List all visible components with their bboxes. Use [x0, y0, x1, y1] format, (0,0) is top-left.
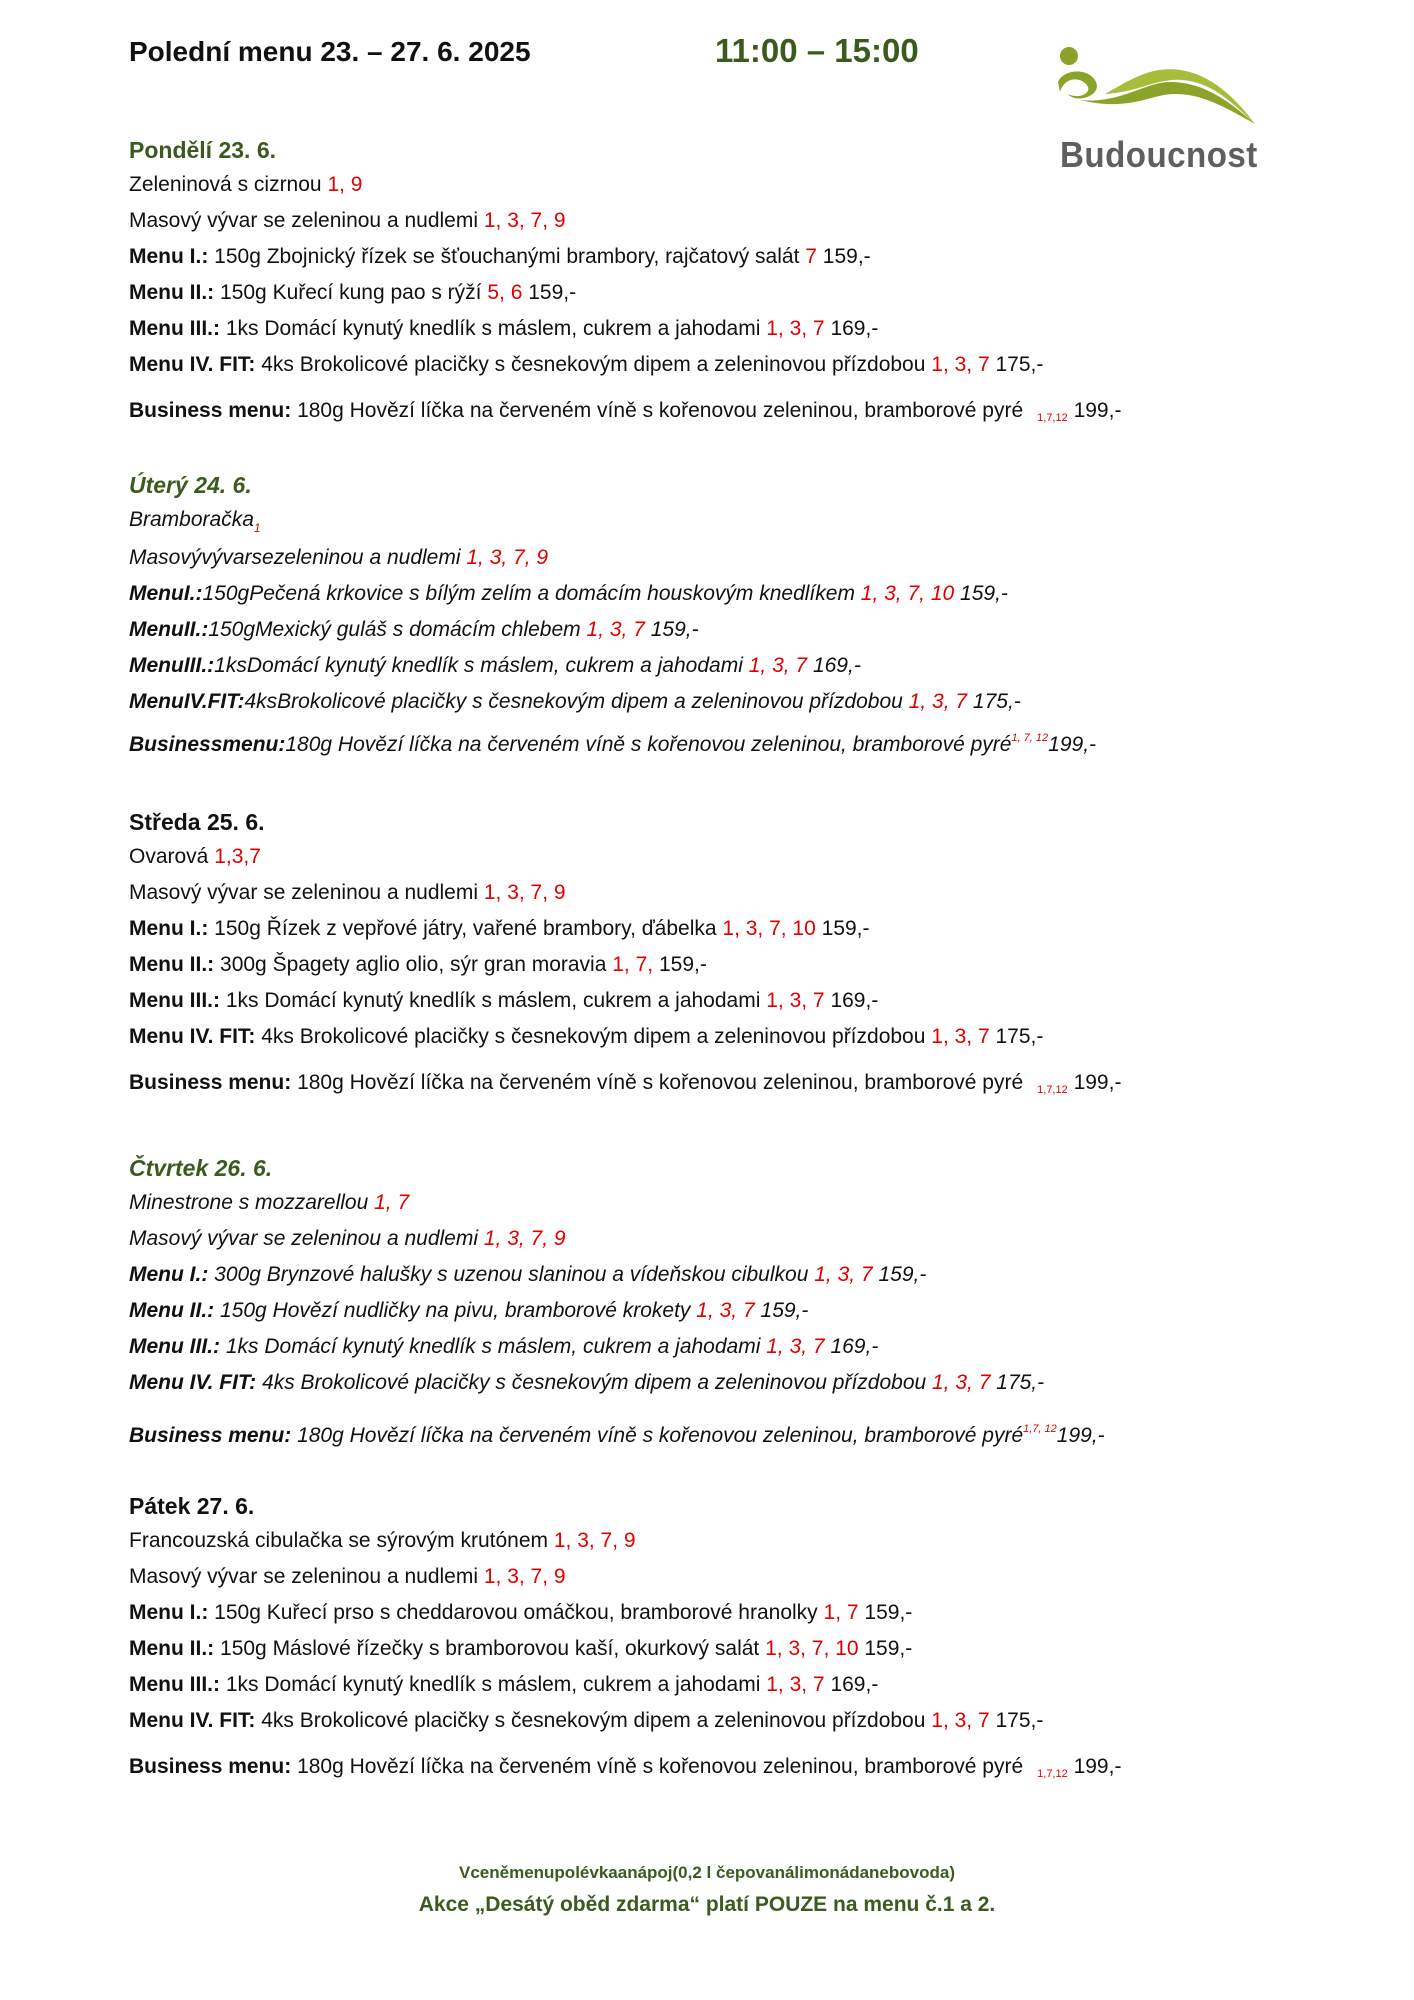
day-title: Pondělí 23. 6.	[129, 137, 276, 163]
day-title: Čtvrtek 26. 6.	[129, 1155, 273, 1181]
menu-2: Menu II.: 150g Kuřecí kung pao s rýží 5, 6 159,-	[129, 281, 577, 304]
menu-1: Menu I.: 300g Brynzové halušky s uzenou slaninou a vídeňskou cibulkou 1, 3, 7 159,-	[129, 1263, 927, 1286]
soup-2: Masový vývar se zeleninou a nudlemi 1, 3, 7, 9	[129, 1565, 566, 1588]
logo-swoosh-icon	[1050, 42, 1260, 142]
menu-3: Menu III.: 1ks Domácí kynutý knedlík s máslem, cukrem a jahodami 1, 3, 7 169,-	[129, 1335, 879, 1358]
menu-3: Menu III.: 1ks Domácí kynutý knedlík s máslem, cukrem a jahodami 1, 3, 7 169,-	[129, 317, 879, 340]
menu-3: MenuIII.:1ksDomácí kynutý knedlík s máslem, cukrem a jahodami 1, 3, 7 169,-	[129, 654, 861, 677]
business-menu: Business menu: 180g Hovězí líčka na červeném víně s kořenovou zeleninou, bramborové pyré $_{1,7,12}$ 199,-	[129, 1071, 1122, 1096]
business-menu: Business menu: 180g Hovězí líčka na červeném víně s kořenovou zeleninou, bramborové pyré $_{1,7,12}$ 199,-	[129, 1755, 1122, 1780]
soup-1: Ovarová 1,3,7	[129, 845, 261, 868]
logo-text: Budoucnost	[1060, 134, 1258, 175]
menu-2: Menu II.: 150g Máslové řízečky s bramborovou kaší, okurkový salát 1, 3, 7, 10 159,-	[129, 1637, 913, 1660]
soup-1: Bramboračka$_1$	[129, 508, 261, 535]
day-title: Pátek 27. 6.	[129, 1493, 255, 1519]
menu-4-fit: Menu IV. FIT: 4ks Brokolicové placičky s česnekovým dipem a zeleninovou přízdobou 1, 3, 7 175,-	[129, 1025, 1044, 1048]
menu-4-fit: MenuIV.FIT:4ksBrokolicové placičky s česnekovým dipem a zeleninovou přízdobou 1, 3, 7 175,-	[129, 690, 1021, 713]
business-menu: Business menu: 180g Hovězí líčka na červeném víně s kořenovou zeleninou, bramborové pyré $_{1,7,12}$ 199,-	[129, 399, 1122, 424]
soup-1: Minestrone s mozzarellou 1, 7	[129, 1191, 410, 1214]
day-wednesday	[129, 805, 1289, 1101]
business-menu: Businessmenu:180g Hovězí líčka na červeném víně s kořenovou zeleninou, bramborové pyré$^{1, 7, 12}$199,-	[129, 732, 1097, 756]
soup-2: Masový vývar se zeleninou a nudlemi 1, 3, 7, 9	[129, 1227, 566, 1250]
footer-promo: Akce „Desátý oběd zdarma“ platí POUZE na menu č.1 a 2.	[418, 1893, 996, 1916]
menu-4-fit: Menu IV. FIT: 4ks Brokolicové placičky s česnekovým dipem a zeleninovou přízdobou 1, 3, 7 175,-	[129, 1709, 1044, 1732]
opening-hours: 11:00 – 15:00	[715, 32, 919, 69]
menu-2: Menu II.: 300g Špagety aglio olio, sýr gran moravia 1, 7, 159,-	[129, 953, 707, 976]
day-friday	[129, 1489, 1289, 1785]
day-tuesday	[129, 468, 1289, 756]
menu-1: Menu I.: 150g Kuřecí prso s cheddarovou omáčkou, bramborové hranolky 1, 7 159,-	[129, 1601, 913, 1624]
menu-1: MenuI.:150gPečená krkovice s bílým zelím a domácím houskovým knedlíkem 1, 3, 7, 10 159,-	[129, 582, 1008, 605]
menu-2: MenuII.:150gMexický guláš s domácím chlebem 1, 3, 7 159,-	[129, 618, 699, 641]
menu-1: Menu I.: 150g Zbojnický řízek se šťouchanými brambory, rajčatový salát 7 159,-	[129, 245, 871, 268]
soup-2: Masovývývarsezeleninou a nudlemi 1, 3, 7, 9	[129, 546, 549, 569]
menu-3: Menu III.: 1ks Domácí kynutý knedlík s máslem, cukrem a jahodami 1, 3, 7 169,-	[129, 989, 879, 1012]
page-title: Polední menu 23. – 27. 6. 2025	[129, 36, 531, 67]
footer-note: Vceněmenupolévkaanápoj(0,2 l čepovanálimonádanebovoda)	[459, 1863, 955, 1882]
day-monday	[129, 133, 1289, 429]
day-title: Středa 25. 6.	[129, 809, 265, 835]
business-menu: Business menu: 180g Hovězí líčka na červeném víně s kořenovou zeleninou, bramborové pyré$^{1,7, 12}$199,-	[129, 1423, 1105, 1447]
menu-1: Menu I.: 150g Řízek z vepřové játry, vařené brambory, ďábelka 1, 3, 7, 10 159,-	[129, 917, 870, 940]
soup-1: Zeleninová s cizrnou 1, 9	[129, 173, 363, 196]
soup-2: Masový vývar se zeleninou a nudlemi 1, 3, 7, 9	[129, 209, 566, 232]
soup-2: Masový vývar se zeleninou a nudlemi 1, 3, 7, 9	[129, 881, 566, 904]
menu-2: Menu II.: 150g Hovězí nudličky na pivu, bramborové krokety 1, 3, 7 159,-	[129, 1299, 809, 1322]
menu-4-fit: Menu IV. FIT: 4ks Brokolicové placičky s česnekovým dipem a zeleninovou přízdobou 1, 3, 7 175,-	[129, 1371, 1045, 1394]
menu-4-fit: Menu IV. FIT: 4ks Brokolicové placičky s česnekovým dipem a zeleninovou přízdobou 1, 3, 7 175,-	[129, 353, 1044, 376]
soup-1: Francouzská cibulačka se sýrovým krutónem 1, 3, 7, 9	[129, 1529, 636, 1552]
day-title: Úterý 24. 6.	[129, 472, 252, 498]
day-thursday	[129, 1151, 1289, 1447]
menu-3: Menu III.: 1ks Domácí kynutý knedlík s máslem, cukrem a jahodami 1, 3, 7 169,-	[129, 1673, 879, 1696]
